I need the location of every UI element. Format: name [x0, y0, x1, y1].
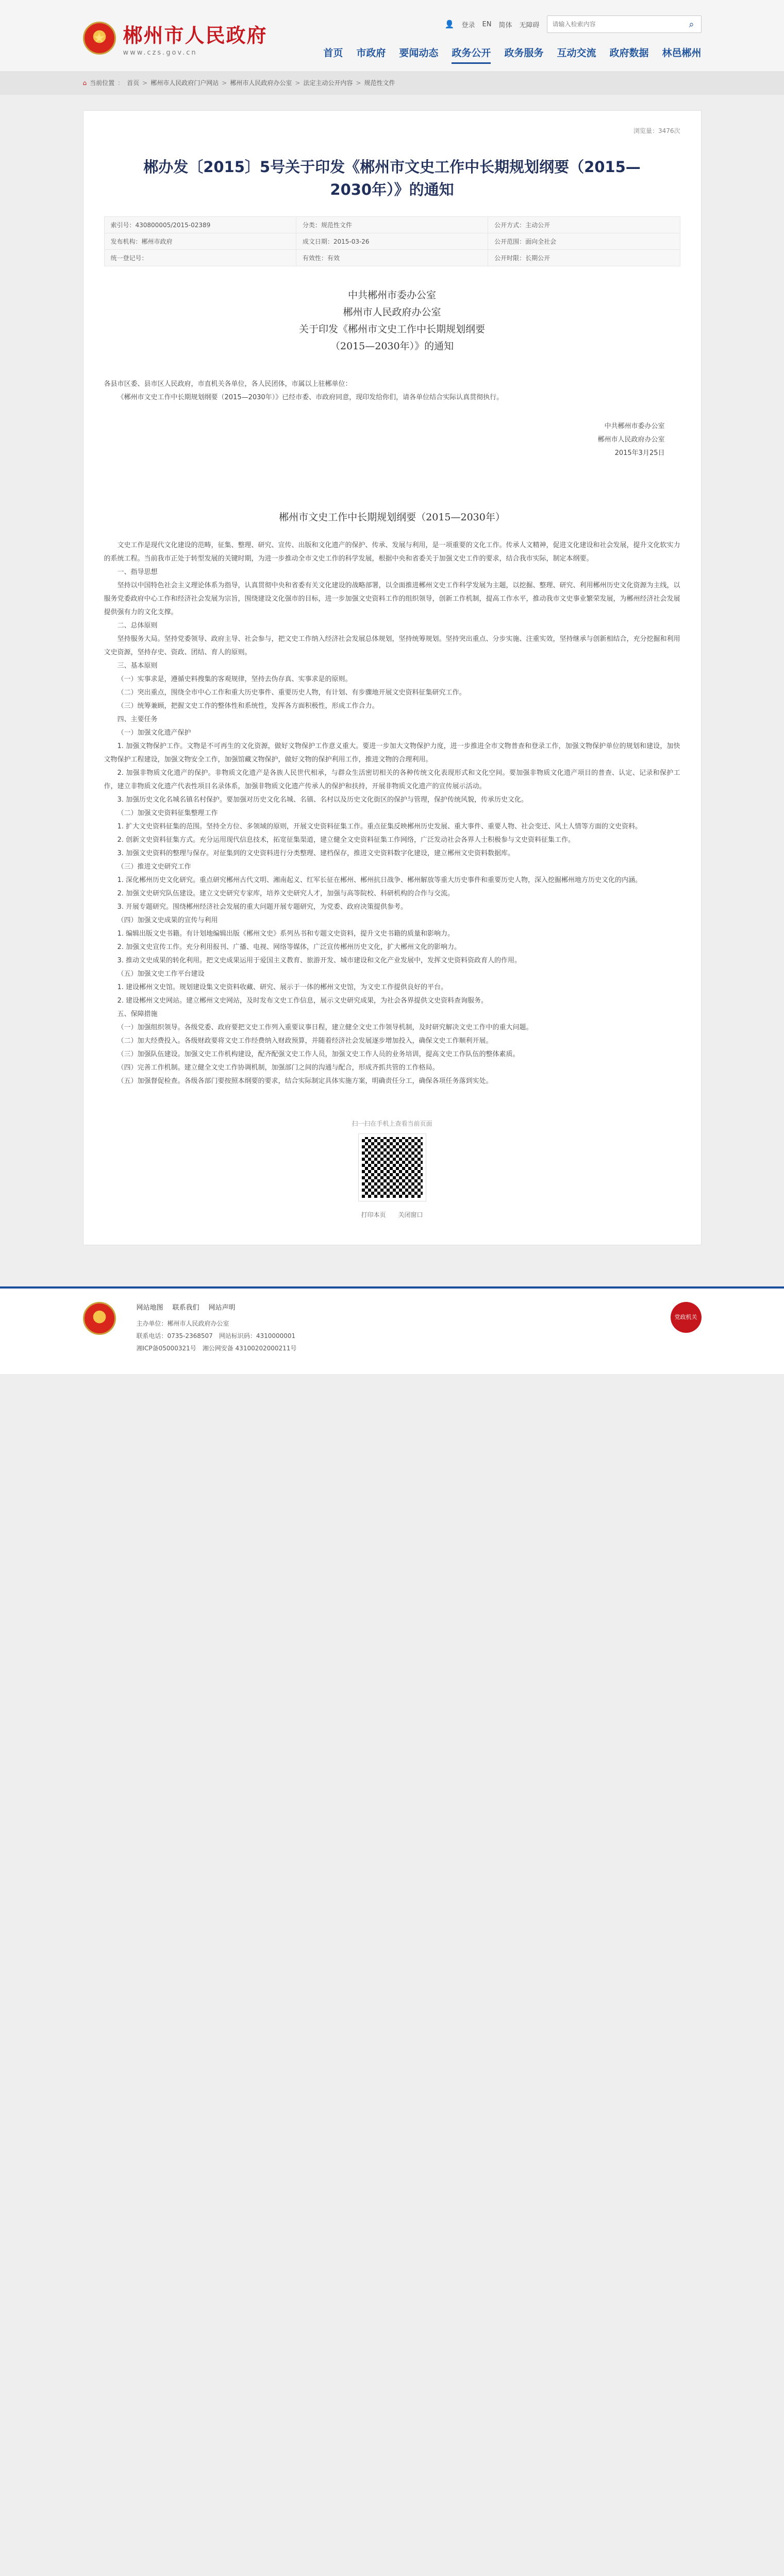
meta-cell: 有效性：有效 — [296, 250, 488, 266]
notice-title-line: （2015—2030年）》的通知 — [330, 341, 454, 352]
footer-line: 主办单位：郴州市人民政府办公室 — [136, 1320, 229, 1327]
body-paragraph: （二）突出重点，围绕全市中心工作和重大历史事件、重要历史人物，有计划、有步骤地开展文史资料征集研究工作。 — [117, 689, 466, 697]
util-login[interactable]: 登录 — [461, 21, 475, 29]
body-paragraph: 四、主要任务 — [117, 716, 158, 723]
nav-news[interactable]: 要闻动态 — [399, 47, 439, 59]
qr-code-icon — [359, 1134, 426, 1201]
meta-row — [104, 217, 680, 233]
signature-line: 中共郴州市委办公室 — [604, 422, 665, 430]
site-logo[interactable] — [83, 20, 268, 57]
util-accessibility[interactable]: 无障碍 — [519, 21, 540, 29]
notice-title-line: 关于印发《郴州市文史工作中长期规划纲要 — [298, 324, 485, 335]
body-paragraph: （一）实事求是，遵循史料搜集的客观规律，坚持去伪存真、实事求是的原则。 — [117, 675, 352, 683]
body-paragraph: 3. 加强历史文化名城名镇名村保护。要加强对历史文化名城、名镇、名村以及历史文化街区的保护与管理，保护传统风貌，传承历史文化。 — [117, 796, 528, 804]
meta-cell: 统一登记号： — [104, 250, 296, 266]
body-paragraph: 坚持服务大局。坚持党委领导、政府主导、社会参与，把文史工作纳入经济社会发展总体规划，坚持统筹规划。坚持突出重点、分步实施、注重实效，坚持继承与创新相结合，充分挖掘和利用文史资源，坚持存史、资政、团结、育人的原则。 — [104, 635, 680, 656]
footer-line: 联系电话：0735-2368507 网站标识码：4310000001 — [136, 1332, 296, 1340]
meta-cell: 索引号：430800005/2015-02389 — [104, 217, 296, 233]
footer-links — [137, 1302, 297, 1314]
body-paragraph: 1. 加强文物保护工作。文物是不可再生的文化资源，做好文物保护工作意义重大。要进一步加大文物保护力度，进一步推进全市文物普查和登录工作，加强文物保护单位的规划和建设，加快文物保护工程建设，加强文物安全工作，加强馆藏文物保护，做好文物的保护利用工作，推进文物的合理利用。 — [104, 742, 680, 764]
body-paragraph: 文史工作是现代文化建设的范畴，征集、整理、研究、宣传、出版和文化遗产的保护、传承、发展与利用，是一项重要的文化工作。传承人文精神，促进文化建设和社会发展，提升文化软实力的系统工程。当前我市正处于转型发展的关键时期，为进一步推动全市文史工作的科学发展，根据中央和省委关于加强文史工作的要求，结合我市实际，制定本纲要。 — [104, 541, 680, 563]
util-english[interactable]: EN — [482, 20, 492, 28]
location-icon: ⌂ — [82, 79, 87, 87]
body-paragraph: 2. 加强文史宣传工作。充分利用报刊、广播、电视、网络等媒体，广泛宣传郴州历史文化，扩大郴州文化的影响力。 — [117, 943, 461, 951]
breadcrumb-home[interactable]: 首页 — [127, 79, 140, 87]
main-nav — [323, 45, 701, 64]
meta-cell: 发布机构：郴州市政府 — [104, 233, 296, 250]
body-paragraph: （四）加强文史成果的宣传与利用 — [117, 917, 218, 924]
meta-cell: 分类：规范性文件 — [296, 217, 488, 233]
close-window-button[interactable]: 关闭窗口 — [398, 1211, 423, 1218]
body-paragraph: （五）加强督促检查。各级各部门要按照本纲要的要求，结合实际制定具体实施方案，明确责任分工，确保各项任务落到实处。 — [117, 1077, 493, 1085]
breadcrumb-bar — [0, 71, 784, 95]
signature-line: 郴州市人民政府办公室 — [597, 436, 665, 444]
search-input[interactable] — [547, 16, 682, 32]
nav-city-government[interactable]: 市政府 — [356, 47, 386, 59]
national-emblem-icon — [83, 1302, 116, 1335]
meta-cell: 公开时限：长期公开 — [488, 250, 680, 266]
site-url: www.czs.gov.cn — [123, 49, 197, 57]
qr-label: 扫一扫在手机上查看当前页面 — [352, 1120, 432, 1127]
body-paragraph: （五）加强文史工作平台建设 — [117, 970, 205, 978]
body-paragraph: 2. 创新文史资料征集方式。充分运用现代信息技术，拓宽征集渠道，建立健全文史资料征集工作网络，广泛发动社会各界人士积极参与文史资料征集工作。 — [117, 836, 575, 844]
footer-contact-link[interactable]: 联系我们 — [172, 1304, 199, 1312]
nav-government-affairs[interactable]: 政务公开 — [452, 45, 491, 64]
nav-linyi-chenzhou[interactable]: 林邑郴州 — [662, 47, 702, 59]
signature-block — [104, 420, 680, 460]
footer-sitemap-link[interactable]: 网站地图 — [136, 1304, 163, 1312]
body-paragraph: 1. 深化郴州历史文化研究。重点研究郴州古代文明、湘南起义、红军长征在郴州、郴州抗日战争、郴州解放等重大历史事件和重要历史人物，深入挖掘郴州地方历史文化的内涵。 — [117, 876, 642, 884]
util-simplified[interactable]: 简体 — [498, 21, 512, 29]
intro-paragraph: 《郴州市文史工作中长期规划纲要（2015—2030年）》已经市委、市政府同意，现印发给你们，请各单位结合实际认真贯彻执行。 — [117, 394, 504, 401]
body-paragraph: （二）加大经费投入。各级财政要将文史工作经费纳入财政预算，并随着经济社会发展逐步增加投入，确保文史工作顺利开展。 — [117, 1037, 493, 1045]
body-paragraph: 3. 开展专题研究。围绕郴州经济社会发展的重大问题开展专题研究，为党委、政府决策提供参考。 — [117, 903, 408, 911]
footer-line: 湘ICP备05000321号 湘公网安备 43100202000211号 — [136, 1345, 297, 1352]
meta-row — [104, 233, 680, 250]
body-paragraph: 1. 建设郴州文史馆。规划建设集文史资料收藏、研究、展示于一体的郴州文史馆，为文史工作提供良好的平台。 — [117, 984, 448, 991]
nav-home[interactable]: 首页 — [323, 47, 343, 59]
signature-date: 2015年3月25日 — [614, 449, 665, 457]
body-paragraph: 二、总体原则 — [117, 622, 158, 630]
view-count: 浏览量：3476次 — [633, 127, 680, 134]
breadcrumb-normative-docs[interactable]: 规范性文件 — [364, 79, 395, 87]
breadcrumb-public-content[interactable]: 法定主动公开内容 — [303, 79, 353, 87]
breadcrumb-portal[interactable]: 郴州市人民政府门户网站 — [151, 79, 219, 87]
article-container — [83, 110, 702, 1245]
issuer-line: 中共郴州市委办公室 — [347, 290, 436, 301]
qr-section — [104, 1119, 680, 1219]
search-icon[interactable]: ⌕ — [689, 19, 694, 30]
body-paragraph: 五、保障措施 — [117, 1010, 158, 1018]
body-paragraph: 一、指导思想 — [117, 568, 158, 576]
issuer-line: 郴州市人民政府办公室 — [343, 307, 441, 318]
breadcrumb-office[interactable]: 郴州市人民政府办公室 — [230, 79, 292, 87]
breadcrumb: ⌂ 当前位置 ： 首页 > 郴州市人民政府门户网站 > 郴州市人民政府办公室 > 法定主动公开内容 > 规范性文件 — [83, 71, 702, 95]
body-paragraph: 1. 扩大文史资料征集的范围。坚持全方位、多领域的原则，开展文史资料征集工作。重点征集反映郴州历史发展、重大事件、重要人物、社会变迁、风土人情等方面的文史资料。 — [117, 823, 642, 831]
meta-row — [104, 250, 680, 266]
addressee: 各县市区委、县市区人民政府，市直机关各单位，各人民团体，市属以上驻郴单位： — [104, 380, 352, 388]
body-paragraph: 2. 加强文史研究队伍建设。建立文史研究专家库，培养文史研究人才，加强与高等院校、科研机构的合作与交流。 — [117, 890, 455, 897]
meta-cell: 公开方式：主动公开 — [488, 217, 680, 233]
body-paragraph: （二）加强文史资料征集整理工作 — [117, 809, 218, 817]
body-paragraph: 2. 加强非物质文化遗产的保护。非物质文化遗产是各族人民世代相承，与群众生活密切相关的各种传统文化表现形式和文化空间。要加强非物质文化遗产项目的普查、认定、记录和保护工作，建立非物质文化遗产代表性项目名录体系，加强非物质文化遗产传承人的保护和扶持，开展非物质文化遗产的宣传展示活动。 — [104, 769, 680, 790]
print-button[interactable]: 打印本页 — [361, 1211, 386, 1218]
body-paragraph: （一）加强组织领导。各级党委、政府要把文史工作列入重要议事日程，建立健全文史工作领导机制，及时研究解决文史工作中的重大问题。 — [117, 1024, 533, 1031]
document-header — [104, 287, 680, 355]
site-title: 郴州市人民政府 — [123, 24, 268, 47]
body-paragraph: 三、基本原则 — [117, 662, 158, 670]
meta-cell: 成文日期：2015-03-26 — [296, 233, 488, 250]
document-meta-table — [104, 216, 680, 266]
body-paragraph: （三）推进文史研究工作 — [117, 863, 191, 871]
footer-statement-link[interactable]: 网站声明 — [208, 1304, 236, 1312]
body-paragraph: 3. 加强文史资料的整理与保存。对征集到的文史资料进行分类整理、建档保存，推进文史资料数字化建设，建立郴州文史资料数据库。 — [117, 850, 515, 857]
body-paragraph: （一）加强文化遗产保护 — [117, 729, 191, 737]
article-body — [104, 539, 680, 1088]
body-paragraph: 2. 建设郴州文史网站。建立郴州文史网站，及时发布文史工作信息，展示文史研究成果，为社会各界提供文史资料查询服务。 — [117, 997, 488, 1005]
user-icon[interactable]: 👤 — [444, 20, 455, 29]
national-emblem-icon: ★ — [83, 22, 116, 55]
body-paragraph: （三）加强队伍建设。加强文史工作机构建设，配齐配强文史工作人员，加强文史工作人员的业务培训，提高文史工作队伍的整体素质。 — [117, 1050, 520, 1058]
government-badge[interactable]: 党政机关 — [671, 1302, 702, 1333]
meta-cell: 公开范围：面向全社会 — [488, 233, 680, 250]
nav-services[interactable]: 政务服务 — [504, 47, 544, 59]
page-actions — [104, 1210, 680, 1219]
outline-title: 郴州市文史工作中长期规划纲要（2015—2030年） — [279, 512, 505, 523]
footer-info — [137, 1302, 297, 1354]
body-paragraph: （四）完善工作机制。建立健全文史工作协调机制，加强部门之间的沟通与配合，形成齐抓共管的工作格局。 — [117, 1064, 439, 1072]
site-header — [0, 0, 784, 71]
article-title: 郴办发〔2015〕5号关于印发《郴州市文史工作中长期规划纲要（2015—2030年）》的通知 — [143, 158, 641, 198]
body-paragraph: 3. 推动文史成果的转化利用。把文史成果运用于爱国主义教育、旅游开发、城市建设和文化产业发展中，发挥文史资料资政育人的作用。 — [117, 957, 522, 964]
nav-government-data[interactable]: 政府数据 — [609, 47, 649, 59]
breadcrumb-label: 当前位置 — [90, 79, 115, 87]
site-footer — [0, 1286, 784, 1374]
search-box — [547, 15, 702, 33]
top-utility-bar — [445, 15, 702, 33]
nav-interaction[interactable]: 互动交流 — [557, 47, 596, 59]
body-paragraph: 1. 编辑出版文史书籍。有计划地编辑出版《郴州文史》系列丛书和专题文史资料，提升文史书籍的质量和影响力。 — [117, 930, 455, 938]
body-paragraph: 坚持以中国特色社会主义理论体系为指导，认真贯彻中央和省委有关文化建设的战略部署，以全面推进郴州文史工作科学发展为主题，以挖掘、整理、研究、利用郴州历史文化资源为主线，以服务党委政府中心工作和经济社会发展为宗旨，围绕建设文化强市的目标，进一步加强文史资料工作的组织领导，创新工作机制，提高工作水平，推动我市文史事业繁荣发展，为郴州经济社会发展提供强有力的文化支撑。 — [104, 582, 680, 616]
body-paragraph: （三）统筹兼顾，把握文史工作的整体性和系统性，发挥各方面积极性，形成工作合力。 — [117, 702, 379, 710]
